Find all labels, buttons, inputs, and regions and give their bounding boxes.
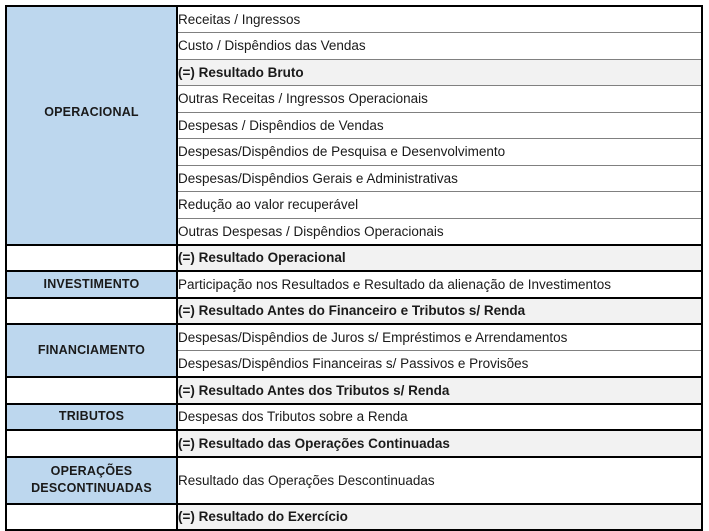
subtotal-resultado-exercicio: (=) Resultado do Exercício (177, 504, 702, 531)
group-label-financiamento: FINANCIAMENTO (6, 324, 177, 377)
line-item-despesas-vendas: Despesas / Dispêndios de Vendas (177, 112, 702, 139)
subtotal-resultado-operacional: (=) Resultado Operacional (177, 245, 702, 272)
line-item-despesas-tributos-renda: Despesas dos Tributos sobre a Renda (177, 404, 702, 431)
subtotal-antes-tributos-renda: (=) Resultado Antes dos Tributos s/ Renda (177, 377, 702, 404)
income-statement-table (5, 5, 701, 525)
line-item-gerais-administrativas: Despesas/Dispêndios Gerais e Administrativas (177, 165, 702, 192)
table-row (6, 324, 702, 351)
table-row (6, 218, 702, 245)
table-row (6, 504, 702, 531)
subtotal-operacoes-continuadas: (=) Resultado das Operações Continuadas (177, 430, 702, 457)
group-label-operacoes-descontinuadas (6, 457, 177, 504)
group-label-blank-1 (6, 245, 177, 272)
line-item-participacao-resultados: Participação nos Resultados e Resultado da alienação de Investimentos (177, 271, 702, 298)
table-row (6, 377, 702, 404)
subtotal-resultado-bruto: (=) Resultado Bruto (177, 59, 702, 86)
group-label-line-2: DESCONTINUADAS (31, 481, 152, 495)
line-item-reducao-valor-recuperavel: Redução ao valor recuperável (177, 192, 702, 219)
table-row (6, 430, 702, 457)
table-row (6, 457, 702, 504)
line-item-custo-vendas: Custo / Dispêndios das Vendas (177, 33, 702, 60)
table-row (6, 298, 702, 325)
line-item-outras-receitas-operacionais: Outras Receitas / Ingressos Operacionais (177, 86, 702, 113)
group-label-investimento: INVESTIMENTO (6, 271, 177, 298)
group-label-blank-4 (6, 430, 177, 457)
dre-table (5, 5, 703, 531)
table-row (6, 245, 702, 272)
line-item-outras-despesas-operacionais: Outras Despesas / Dispêndios Operacionais (177, 218, 702, 245)
table-row (6, 271, 702, 298)
group-label-tributos: TRIBUTOS (6, 404, 177, 431)
group-label-blank-2 (6, 298, 177, 325)
line-item-financeiras-passivos: Despesas/Dispêndios Financeiras s/ Passivos e Provisões (177, 351, 702, 378)
group-label-line-1: OPERAÇÕES (50, 464, 133, 479)
table-row (6, 6, 702, 33)
line-item-receitas: Receitas / Ingressos (177, 6, 702, 33)
group-label-blank-3 (6, 377, 177, 404)
group-label-operacional: OPERACIONAL (6, 6, 177, 218)
group-label-blank-5 (6, 504, 177, 531)
table-row (6, 404, 702, 431)
line-item-pesquisa-desenvolvimento: Despesas/Dispêndios de Pesquisa e Desenvolvimento (177, 139, 702, 166)
group-label-operacional-continued (6, 218, 177, 245)
subtotal-antes-financeiro-tributos: (=) Resultado Antes do Financeiro e Tributos s/ Renda (177, 298, 702, 325)
line-item-juros-emprestimos: Despesas/Dispêndios de Juros s/ Empréstimos e Arrendamentos (177, 324, 702, 351)
line-item-resultado-operacoes-descontinuadas: Resultado das Operações Descontinuadas (177, 457, 702, 504)
